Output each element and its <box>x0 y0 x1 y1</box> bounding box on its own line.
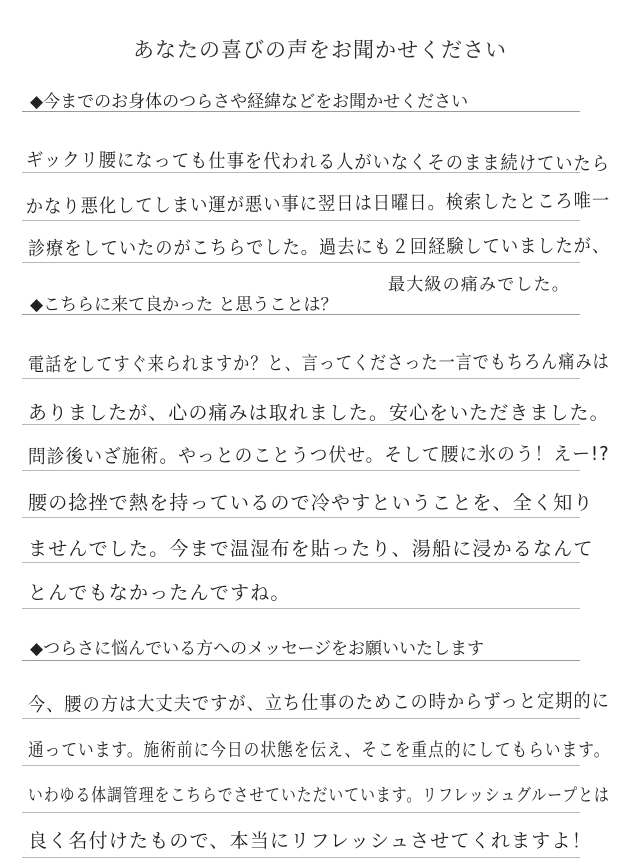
answer-line: 問診後いざ施術。やっとのことうつ伏せ。そして腰に氷のう！えー!? <box>27 442 610 468</box>
ruled-line <box>22 718 580 719</box>
section-heading-good-points: ◆こちらに来て良かった と思うことは？ <box>30 295 338 315</box>
ruled-line <box>22 765 580 766</box>
answer-line: とんでもなかったんですね。 <box>28 582 291 604</box>
ruled-line <box>22 470 580 471</box>
ruled-line <box>22 608 580 609</box>
answer-line: 腰の捻挫で熱を持っているので冷やすということを、全く知り <box>28 492 594 514</box>
answer-line: 最大級の痛みでした。 <box>388 275 570 295</box>
answer-line: ありましたが、心の痛みは取れました。安心をいただきました。 <box>28 402 610 424</box>
ruled-line <box>22 562 580 563</box>
answer-line: かなり悪化してしまい運が悪い事に翌日は日曜日。検索したところ唯一 <box>25 189 611 219</box>
answer-line: 診療をしていたのがこちらでした。過去にも２回経験していましたが、 <box>27 234 611 260</box>
ruled-line <box>22 172 580 173</box>
ruled-line <box>22 812 580 813</box>
answer-line: ませんでした。今まで温湿布を貼ったり、湯船に浸かるなんて <box>28 538 594 560</box>
answer-line: 今、腰の方は大丈夫ですが、立ち仕事のためこの時からずっと定期的に <box>27 689 611 716</box>
page-title: あなたの喜びの声をお聞かせください <box>133 38 507 62</box>
section-heading-message: ◆つらさに悩んでいる方へのメッセージをお願いいたします <box>30 639 485 659</box>
answer-line: 通っています。施術前に今日の状態を伝え、そこを重点的にしてもらいます。 <box>28 740 611 761</box>
ruled-line <box>22 220 580 221</box>
answer-line: 良く名付けたもので、本当にリフレッシュさせてくれますよ！ <box>28 830 592 852</box>
heading-underline <box>22 660 580 661</box>
ruled-line <box>22 517 580 518</box>
ruled-line <box>22 262 580 263</box>
answer-line: ギックリ腰になっても仕事を代われる人がいなくそのまま続けていたら <box>26 149 611 176</box>
ruled-line <box>22 424 580 425</box>
answer-line: 電話をしてすぐ来られますか？と、言ってくださった一言でもちろん痛みは <box>27 350 610 376</box>
ruled-line <box>22 857 580 858</box>
heading-underline <box>22 314 580 315</box>
heading-underline <box>22 111 580 112</box>
ruled-line <box>22 378 580 379</box>
section-heading-history: ◆今までのお身体のつらさや経緯などをお聞かせください <box>30 92 469 112</box>
answer-line: いわゆる体調管理をこちらでさせていただいています。リフレッシュグループとは <box>28 786 610 806</box>
